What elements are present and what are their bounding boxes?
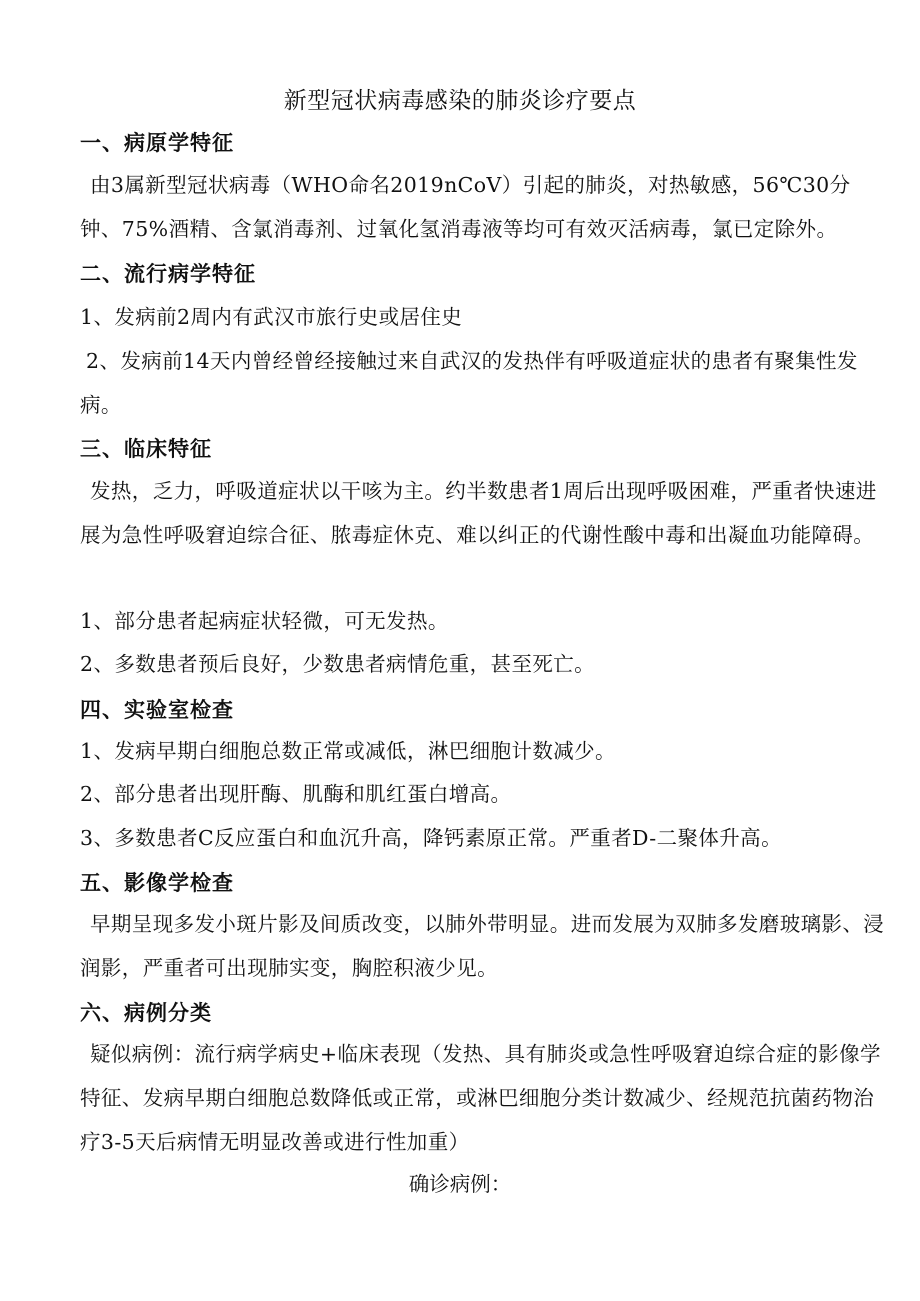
section-4-paragraph-2: 2、部分患者出现肝酶、肌酶和肌红蛋白增高。 (80, 782, 512, 806)
section-heading-3: 三、临床特征 (80, 437, 212, 461)
section-2-paragraph-1: 1、发病前2周内有武汉市旅行史或居住史 (80, 305, 463, 329)
section-4-paragraph-1: 1、发病早期白细胞总数正常或减低，淋巴细胞计数减少。 (80, 739, 616, 763)
section-heading-2: 二、流行病学特征 (80, 262, 256, 286)
section-heading-1: 一、病原学特征 (80, 131, 234, 155)
confirmed-case-label: 确诊病例： (408, 1172, 512, 1196)
section-6-paragraph-1: 疑似病例：流行病学病史+临床表现（发热、具有肺炎或急性呼吸窘迫综合症的影像学特征、发病早期白细胞总数降低或正常，或淋巴细胞分类计数减少、经规范抗菌药物治疗3-5天后病情无明显改善或进行性加重） (80, 1042, 881, 1154)
section-5-paragraph-1: 早期呈现多发小斑片影及间质改变，以肺外带明显。进而发展为双肺多发磨玻璃影、浸润影，严重者可出现肺实变，胸腔积液少见。 (80, 912, 885, 980)
section-3-paragraph-1: 发热，乏力，呼吸道症状以干咳为主。约半数患者1周后出现呼吸困难，严重者快速进展为急性呼吸窘迫综合征、脓毒症休克、难以纠正的代谢性酸中毒和出凝血功能障碍。 (80, 479, 877, 547)
section-4-paragraph-3: 3、多数患者C反应蛋白和血沉升高，降钙素原正常。严重者D-二聚体升高。 (80, 826, 782, 850)
document-title: 新型冠状病毒感染的肺炎诊疗要点 (283, 88, 637, 114)
section-heading-5: 五、影像学检查 (80, 871, 234, 895)
section-3-paragraph-3: 2、多数患者预后良好，少数患者病情危重，甚至死亡。 (80, 652, 596, 676)
section-1-paragraph-1: 由3属新型冠状病毒（WHO命名2019nCoV）引起的肺炎，对热敏感，56℃30分钟、75%酒精、含氯消毒剂、过氧化氢消毒液等均可有效灭活病毒，氯已定除外。 (80, 173, 851, 241)
section-heading-6: 六、病例分类 (80, 1001, 212, 1025)
section-heading-4: 四、实验室检查 (80, 698, 234, 722)
section-3-paragraph-2: 1、部分患者起病症状轻微，可无发热。 (80, 609, 449, 633)
section-2-paragraph-2: 2、发病前14天内曾经曾经接触过来自武汉的发热伴有呼吸道症状的患者有聚集性发病。 (80, 349, 858, 417)
